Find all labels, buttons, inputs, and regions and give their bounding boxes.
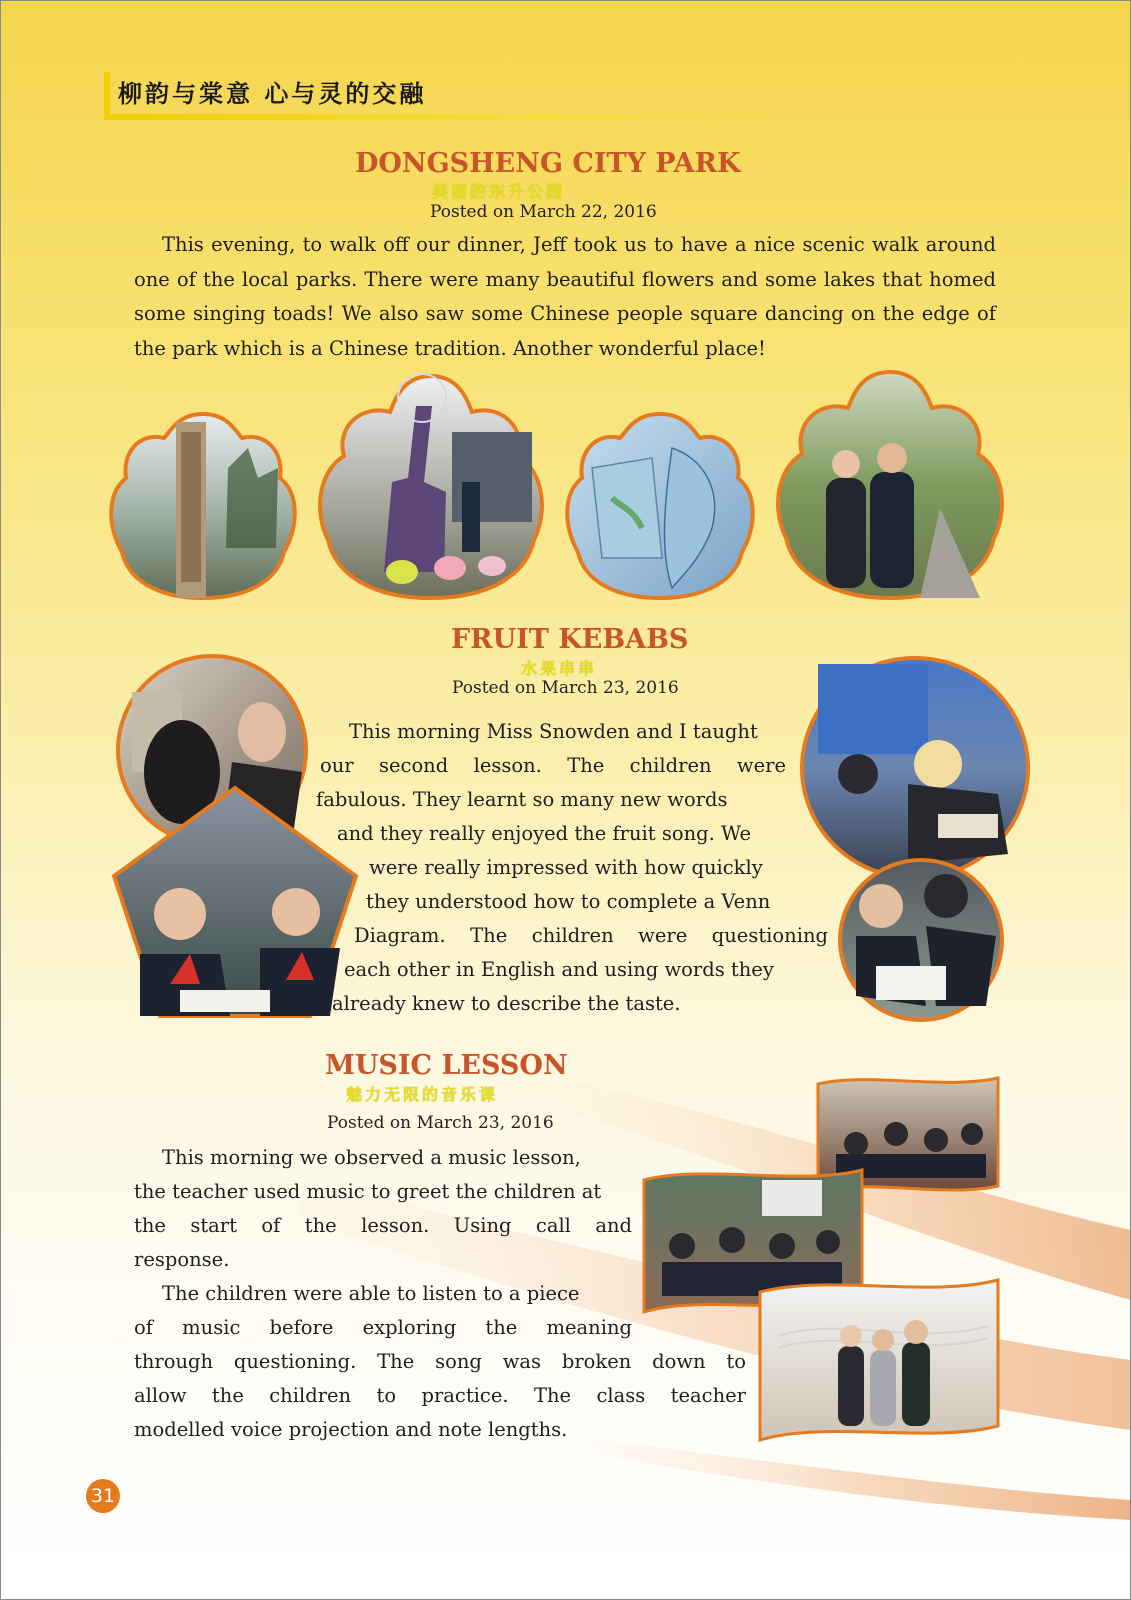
classroom-teacher-photo (798, 654, 1032, 882)
section-title-kebabs: FRUIT KEBABS (451, 624, 689, 655)
music-line-8: allow the children to practice. The class teacher (134, 1384, 746, 1407)
page-header (104, 72, 804, 124)
kebabs-line-8: each other in English and using words they (344, 958, 774, 981)
page-number: 31 (86, 1479, 120, 1513)
music-line-6: of music before exploring the meaning (134, 1316, 632, 1339)
paragraph-park: This evening, to walk off our dinner, Jeff took us to have a nice scenic walk around one of the local parks. There were many beautiful flowers and some lakes that homed some singing toads! We also saw some Chinese people square dancing on the edge of the park which is a Chinese tradition. Another wonderful place! (134, 233, 996, 360)
section-subtitle-park: 美丽的东升公园 (432, 182, 566, 201)
music-line-1: This morning we observed a music lesson, (162, 1146, 581, 1169)
kebabs-line-2: our second lesson. The children were (320, 754, 786, 777)
music-line-3: the start of the lesson. Using call and (134, 1214, 632, 1237)
posted-date-park: Posted on March 22, 2016 (430, 202, 657, 222)
kebabs-line-4: and they really enjoyed the fruit song. We (337, 822, 751, 845)
kebabs-line-1: This morning Miss Snowden and I taught (349, 720, 758, 743)
posted-date-kebabs: Posted on March 23, 2016 (452, 678, 679, 698)
section-subtitle-kebabs: 水果串串 (521, 659, 598, 678)
children-with-kebabs-photo (110, 784, 360, 1020)
park-sign-photo (108, 408, 298, 604)
header-bar-vertical (104, 72, 110, 120)
students-venn-diagram-photo (836, 856, 1006, 1024)
teachers-music-room-photo (758, 1276, 1000, 1444)
header-title: 柳韵与棠意 心与灵的交融 (118, 80, 427, 108)
music-line-9: modelled voice projection and note lengths. (134, 1418, 568, 1441)
kebabs-line-5: were really impressed with how quickly (369, 856, 763, 879)
music-line-5: The children were able to listen to a piece (162, 1282, 580, 1305)
kebabs-line-3: fabulous. They learnt so many new words (316, 788, 728, 811)
header-bar-horizontal (104, 114, 804, 120)
posted-date-music: Posted on March 23, 2016 (327, 1113, 554, 1133)
music-line-2: the teacher used music to greet the children at (134, 1180, 602, 1203)
music-line-4: response. (134, 1248, 230, 1271)
music-line-7: through questioning. The song was broken down to (134, 1350, 746, 1373)
kebabs-line-9: already knew to describe the taste. (332, 992, 681, 1015)
park-map-photo (562, 408, 758, 604)
kebabs-line-7: Diagram. The children were questioning (354, 924, 828, 947)
section-title-park: DONGSHENG CITY PARK (355, 148, 741, 179)
kebabs-line-6: they understood how to complete a Venn (366, 890, 771, 913)
giraffe-topiary-photo (312, 372, 550, 604)
teachers-in-park-photo (770, 368, 1010, 604)
section-title-music: MUSIC LESSON (325, 1050, 568, 1081)
section-subtitle-music: 魅力无限的音乐课 (346, 1085, 499, 1104)
